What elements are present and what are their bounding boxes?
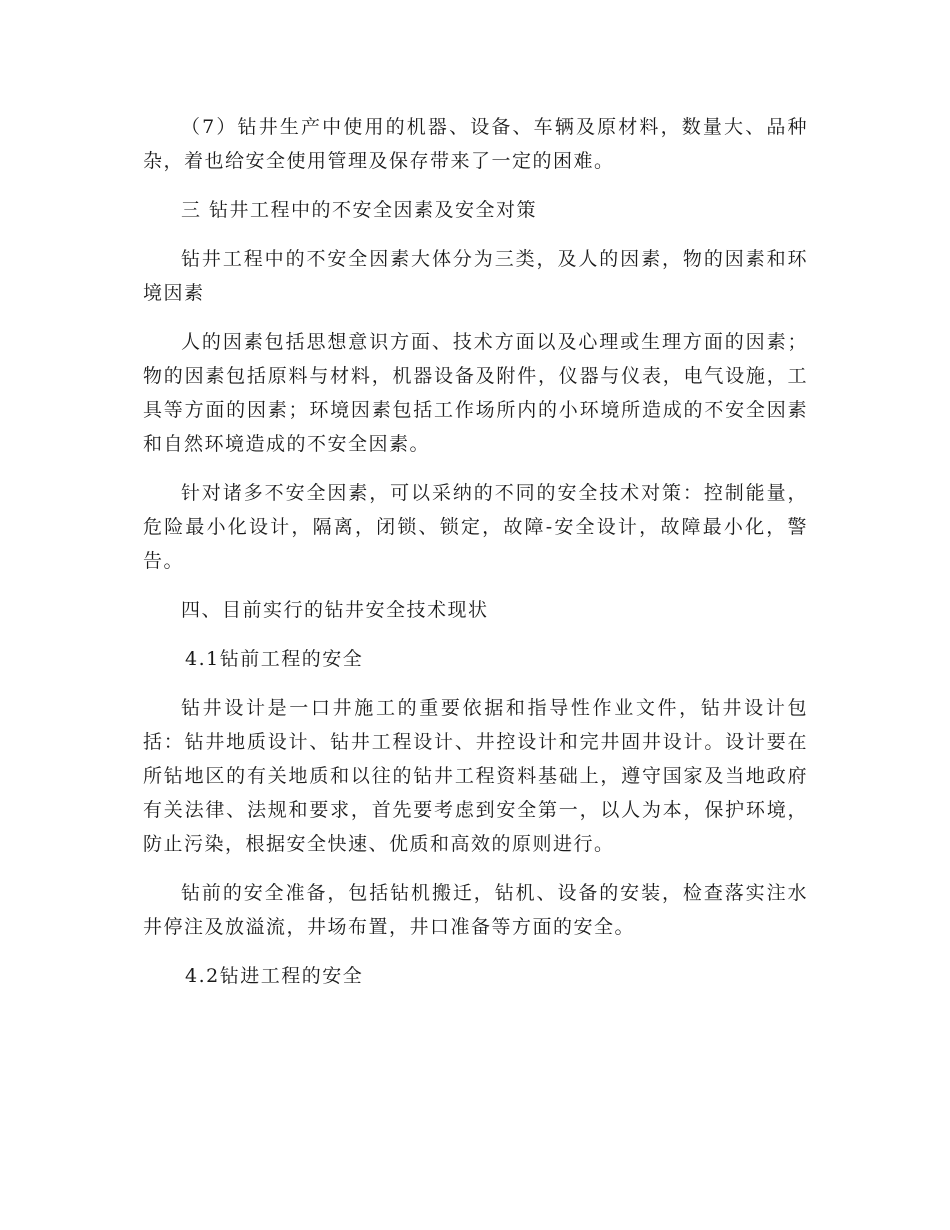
section-heading-4: 四、目前实行的钻井安全技术现状	[181, 599, 489, 621]
document-body	[143, 110, 808, 1008]
subsection-heading-4-1: 4.1钻前工程的安全	[185, 648, 364, 670]
paragraph-unsafe-factors: 钻井工程中的不安全因素大体分为三类，及人的因素，物的因素和环境因素	[143, 248, 808, 304]
paragraph-pre-drilling-prep: 钻前的安全准备，包括钻机搬迁，钻机、设备的安装，检查落实注水井停注及放溢流，井场布置，井口准备等方面的安全。	[143, 882, 808, 938]
subsection-heading-4-2: 4.2钻进工程的安全	[185, 965, 364, 987]
paragraph-safety-measures: 针对诸多不安全因素，可以采纳的不同的安全技术对策：控制能量，危险最小化设计，隔离，闭锁、锁定，故障-安全设计，故障最小化，警告。	[143, 482, 808, 572]
paragraph-well-design: 钻井设计是一口井施工的重要依据和指导性作业文件，钻井设计包括：钻井地质设计、钻井工程设计、井控设计和完井固井设计。设计要在所钻地区的有关地质和以往的钻井工程资料基础上，遵守国家及当地政府有关法律、法规和要求，首先要考虑到安全第一，以人为本，保护环境，防止污染，根据安全快速、优质和高效的原则进行。	[143, 697, 808, 855]
paragraph-item-7: （7）钻井生产中使用的机器、设备、车辆及原材料，数量大、品种杂，着也给安全使用管理及保存带来了一定的困难。	[143, 116, 808, 172]
paragraph-factor-details: 人的因素包括思想意识方面、技术方面以及心理或生理方面的因素；物的因素包括原料与材料，机器设备及附件，仪器与仪表，电气设施，工具等方面的因素；环境因素包括工作场所内的小环境所造成的不安全因素和自然环境造成的不安全因素。	[143, 331, 808, 455]
section-heading-3: 三 钻井工程中的不安全因素及安全对策	[181, 199, 538, 221]
